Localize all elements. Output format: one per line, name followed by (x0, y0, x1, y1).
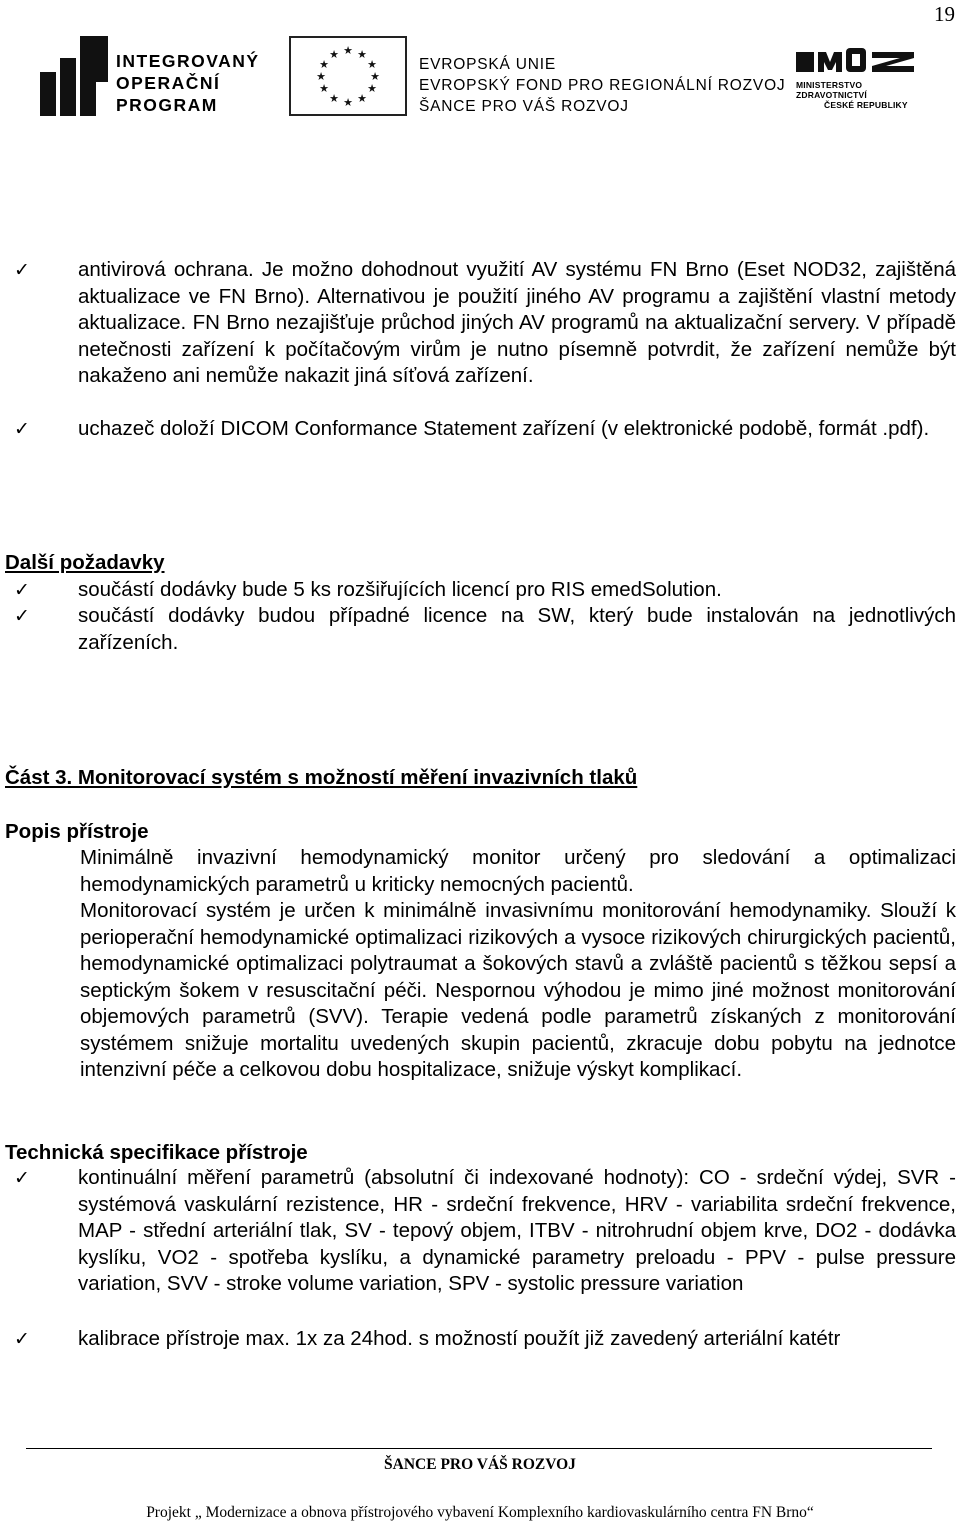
iop-logo (40, 36, 265, 116)
eu-flag-icon (289, 36, 407, 116)
check-icon: ✓ (14, 259, 30, 281)
mz-logo (796, 46, 926, 110)
mz-logo-mark-icon (796, 46, 916, 76)
check-icon: ✓ (14, 418, 30, 440)
list-item (14, 257, 956, 390)
mz-logo-text: MINISTERSTVO ZDRAVOTNICTVÍ ČESKÉ REPUBLIKY (796, 80, 908, 110)
svg-text:★: ★ (357, 48, 367, 61)
svg-text:★: ★ (343, 44, 353, 57)
footer-project: Projekt „ Modernizace a obnova přístrojového vybavení Komplexního kardiovaskulárního centra FN Brno“ (146, 1504, 814, 1521)
svg-text:★: ★ (319, 58, 329, 71)
section-heading-part3: Část 3. Monitorovací systém s možností měření invazivních tlaků (5, 766, 638, 789)
list-item-text: uchazeč doloží DICOM Conformance Statement zařízení (v elektronické podobě, formát .pdf). (78, 417, 930, 440)
list-item-text: antivirová ochrana. Je možno dohodnout využití AV systému FN Brno (Eset NOD32, zajištěná aktualizace ve FN Brno). Alternativou je použití jiného AV programu a zajištění vlastní metody aktualizace. FN Brno nezajišťuje průchod jiných AV programů na aktualizační servery. V případě netečnosti zařízení k počítačovým virům je nutno písemně potvrdit, že zařízení nemůže být nakaženo ani nemůže nakazit jiná síťová zařízení. (78, 258, 956, 387)
section-heading-description: Popis přístroje (5, 820, 149, 843)
svg-text:★: ★ (367, 58, 377, 71)
check-icon: ✓ (14, 1328, 30, 1350)
svg-text:★: ★ (329, 92, 339, 105)
list-item-text: kalibrace přístroje max. 1x za 24hod. s možností použít již zavedený arteriální katétr (78, 1327, 841, 1350)
check-icon: ✓ (14, 605, 30, 627)
eu-logo-text: EVROPSKÁ UNIE EVROPSKÝ FOND PRO REGIONÁLNÍ ROZVOJ ŠANCE PRO VÁŠ ROZVOJ (419, 56, 786, 115)
description-paragraph: Monitorovací systém je určen k minimálně invasivnímu monitorování hemodynamiky. Slouží k perioperační hemodynamické optimalizaci rizikových a vysoce rizikových chirurgických pacientů, hemodynamické optimalizaci polytraumat a šokových stavů a zvláště pacientů s těžkou sepsí a septickým šokem v resuscitační péči. Nespornou výhodou je mimo jiné možnost monitorování objemových parametrů (SVV). Terapie vedená podle parametrů získaných z monitorování systémem snižuje mortalitu uvedených skupin pacientů, zkracuje dobu pobytu na jednotce intenzivní péče a celkovou dobu hospitalizace, snižuje výskyt komplikací. (80, 899, 956, 1081)
list-item (14, 577, 956, 604)
svg-text:★: ★ (343, 96, 353, 109)
footer-divider (26, 1448, 932, 1449)
list-item-text: součástí dodávky budou případné licence na SW, který bude instalován na jednotlivých zařízeních. (78, 604, 956, 654)
iop-logo-bars (40, 36, 110, 116)
svg-text:★: ★ (319, 82, 329, 95)
list-item (14, 1326, 956, 1353)
description-text (80, 845, 956, 1084)
svg-text:★: ★ (357, 92, 367, 105)
section-heading-tech-spec: Technická specifikace přístroje (5, 1141, 308, 1164)
svg-text:★: ★ (370, 70, 380, 83)
page-number: 19 (934, 2, 955, 26)
list-item (14, 416, 956, 443)
check-icon: ✓ (14, 1167, 30, 1189)
iop-logo-text: INTEGROVANÝ OPERAČNÍ PROGRAM (116, 51, 260, 115)
list-item-text: kontinuální měření parametrů (absolutní či indexované hodnoty): CO - srdeční výdej, SVR - systémová vaskulární rezistence, HR - srdeční frekvence, HRV - variabilita srdeční frekvence, MAP - střední arteriální tlak, SV - tepový objem, ITBV - nitrohrudní objem krve, DO2 - dodávka kyslíku, VO2 - spotřeba kyslíku, a dynamické parametry preloadu - PPV - pulse pressure variation, SVV - stroke volume variation, SPV - systolic pressure variation (78, 1166, 956, 1295)
list-item (14, 1165, 956, 1298)
description-paragraph: Minimálně invazivní hemodynamický monitor určený pro sledování a optimalizaci hemodynamických parametrů u kriticky nemocných pacientů. (80, 846, 956, 896)
list-item (14, 603, 956, 656)
svg-text:★: ★ (316, 70, 326, 83)
footer-slogan: ŠANCE PRO VÁŠ ROZVOJ (384, 1456, 576, 1473)
section-heading-other-requirements: Další požadavky (5, 551, 165, 574)
svg-text:★: ★ (329, 48, 339, 61)
check-icon: ✓ (14, 579, 30, 601)
list-item-text: součástí dodávky bude 5 ks rozšiřujících licencí pro RIS emedSolution. (78, 578, 722, 601)
svg-text:★: ★ (367, 82, 377, 95)
